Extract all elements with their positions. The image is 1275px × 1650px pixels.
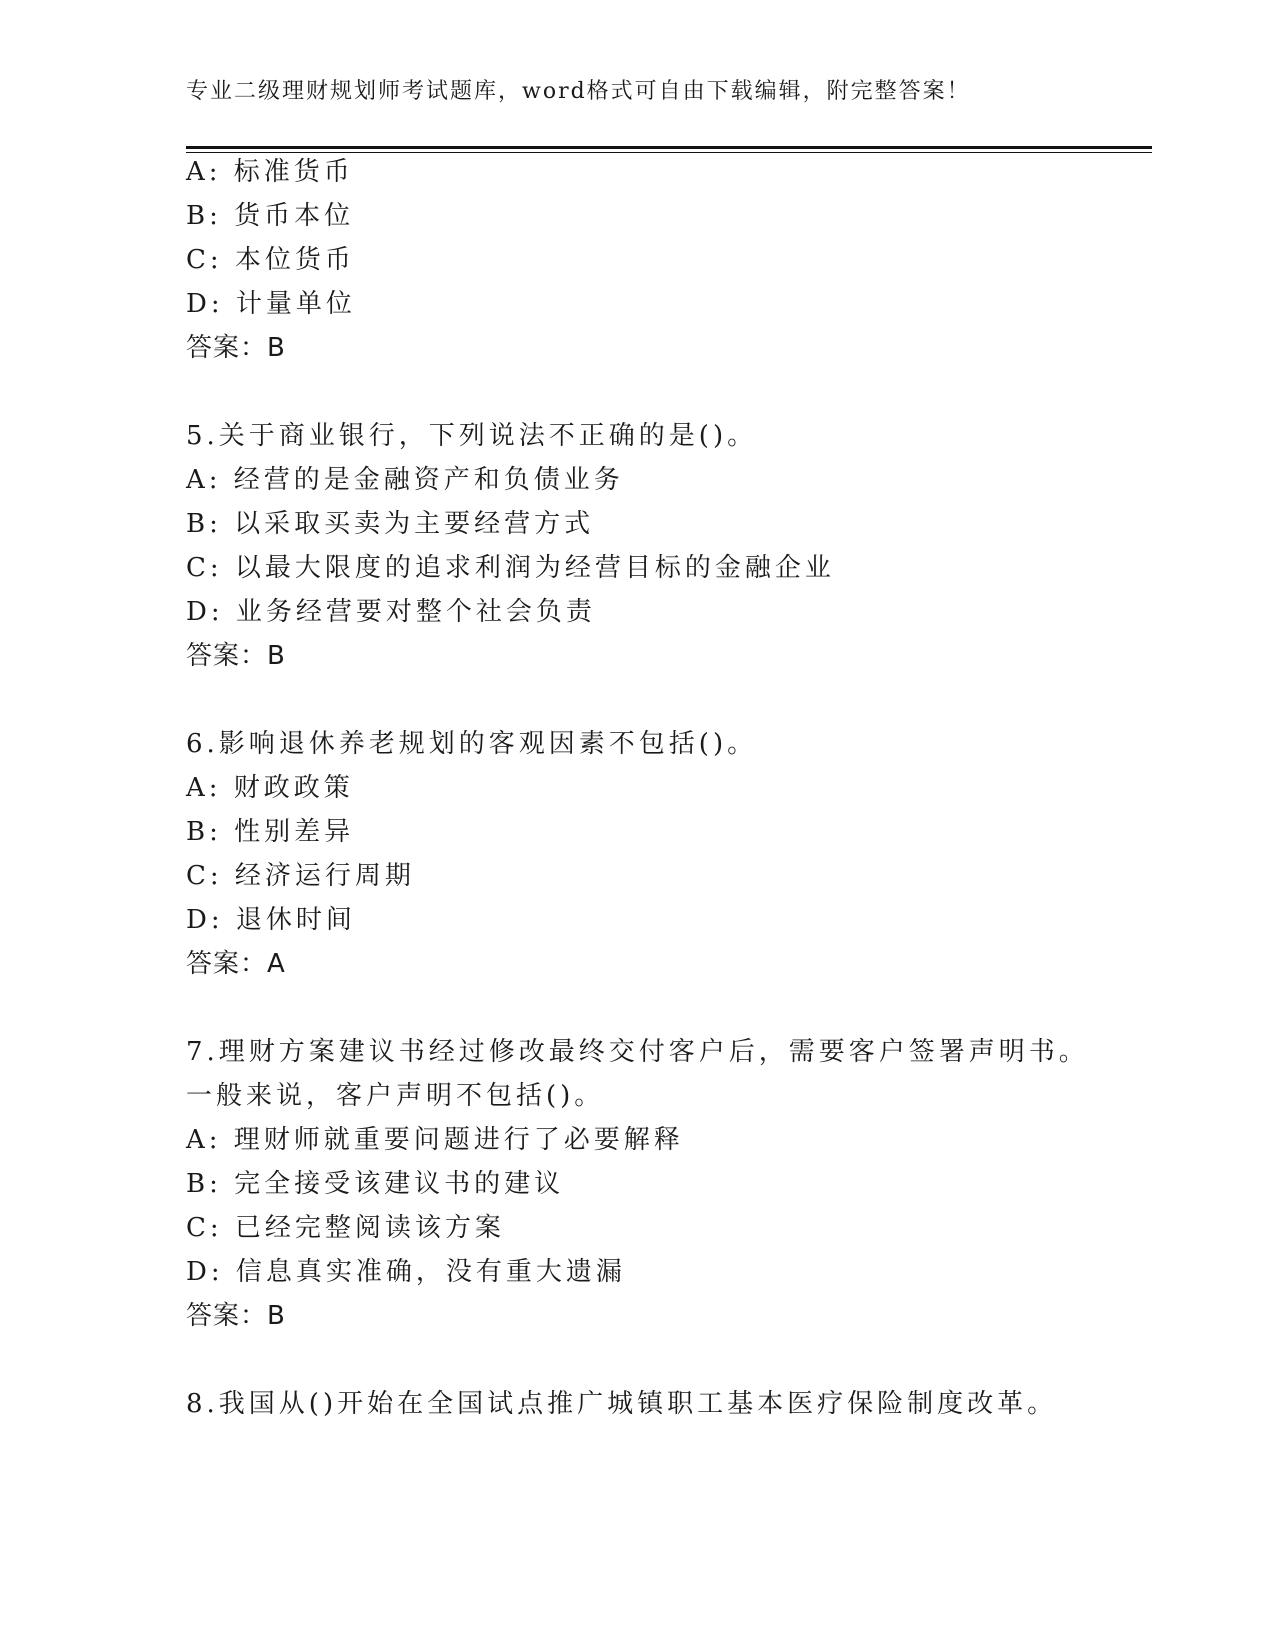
question-stem: 6.影响退休养老规划的客观因素不包括()。	[186, 729, 758, 759]
option-c: C: 本位货币	[186, 245, 355, 275]
question-stem: 8.我国从()开始在全国试点推广城镇职工基本医疗保险制度改革。	[186, 1389, 1058, 1419]
header-rule-thin	[186, 152, 1152, 153]
answer: 答案：B	[186, 641, 286, 671]
option-b: B: 以采取买卖为主要经营方式	[186, 509, 595, 539]
question-stem-continued: 一般来说，客户声明不包括()。	[186, 1081, 605, 1111]
answer: 答案：A	[186, 949, 286, 979]
option-c: C: 以最大限度的追求利润为经营目标的金融企业	[186, 553, 835, 583]
question-stem: 7.理财方案建议书经过修改最终交付客户后，需要客户签署声明书。	[186, 1037, 1089, 1067]
option-a: A: 财政政策	[186, 773, 354, 803]
option-d: D: 退休时间	[186, 905, 356, 935]
option-b: B: 货币本位	[186, 201, 355, 231]
option-d: D: 信息真实准确，没有重大遗漏	[186, 1257, 626, 1287]
page-header: 专业二级理财规划师考试题库，word格式可自由下载编辑，附完整答案！	[186, 79, 971, 104]
option-d: D: 业务经营要对整个社会负责	[186, 597, 596, 627]
answer: 答案：B	[186, 333, 286, 363]
header-rule-thick	[186, 146, 1152, 149]
option-a: A: 标准货币	[186, 157, 354, 187]
option-b: B: 完全接受该建议书的建议	[186, 1169, 565, 1199]
option-a: A: 经营的是金融资产和负债业务	[186, 465, 624, 495]
question-stem: 5.关于商业银行，下列说法不正确的是()。	[186, 421, 758, 451]
option-c: C: 已经完整阅读该方案	[186, 1213, 505, 1243]
option-b: B: 性别差异	[186, 817, 355, 847]
option-d: D: 计量单位	[186, 289, 356, 319]
option-a: A: 理财师就重要问题进行了必要解释	[186, 1125, 684, 1155]
option-c: C: 经济运行周期	[186, 861, 415, 891]
answer: 答案：B	[186, 1301, 286, 1331]
